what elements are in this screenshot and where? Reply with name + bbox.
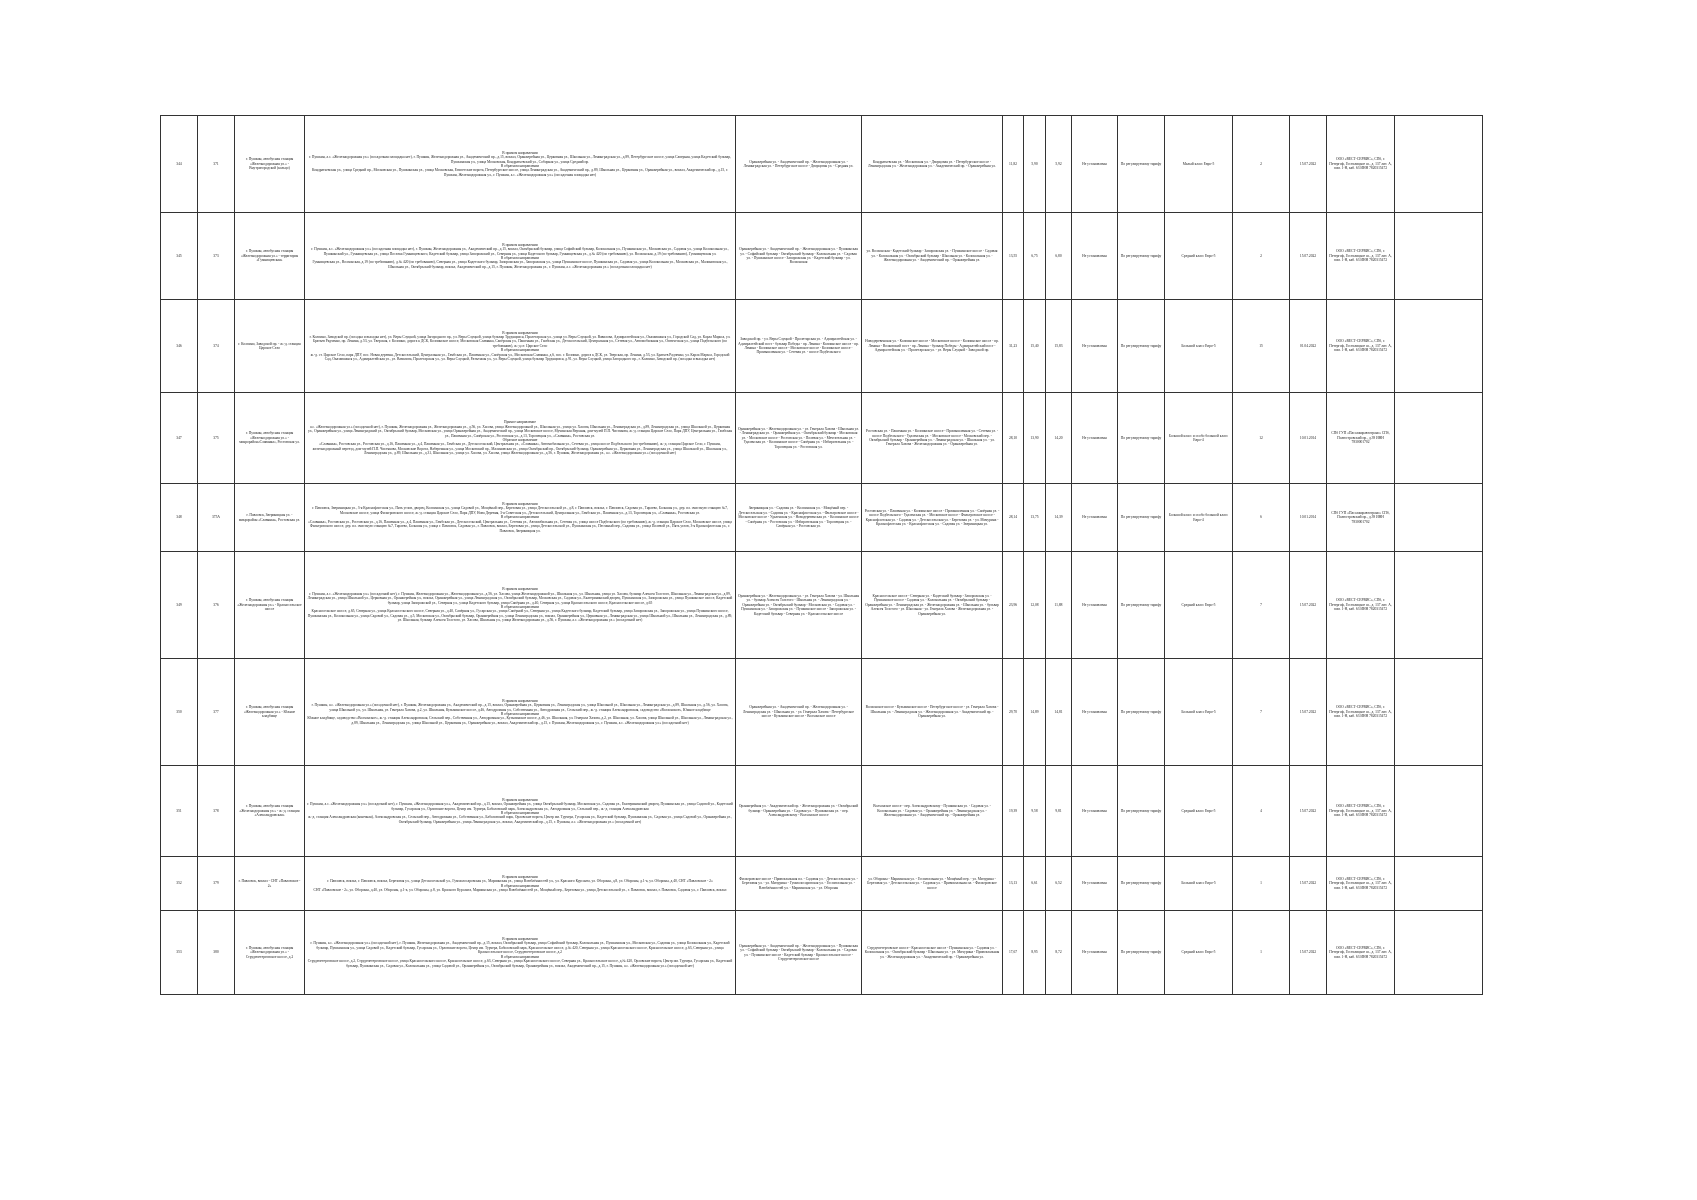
forward-stops: г. Пушкин, а.с. «Железнодорожная ул.» (посадочная площадка нет), г. Пушкин, Железнодорожная ул., Академический пр., д.15, вокзал, Оранжерейная ул., Церковная ул., Школьная ул., Ленинградская ул., д.89, Петербургское шоссе, улица Саперная, улица Кадетский бульвар, Пушкинская ул., улица Московская, Кондратьевский ул., Соборная ул., улица Средний пр.	[309, 155, 731, 164]
reverse-direction-label: В обратном направлении	[500, 883, 540, 888]
route-number-cell: 375	[198, 393, 235, 484]
length-reverse-cell: 11,88	[1046, 552, 1072, 659]
empty-cell	[1395, 552, 1483, 659]
registry-number-cell: 352	[161, 857, 198, 911]
length-forward-cell: 5,90	[1024, 116, 1046, 213]
table-row	[161, 300, 1483, 393]
streets-forward-cell: Заводской пр. - ул. Веры Слуцкой - Пролетарская ул. - Адмиралтейская ул. - Адмиралтейский пост - бульвар Победы - пр. Ленина - Колпинское шоссе - пр. Ленина - Колпинское шоссе - Московское шоссе - Колпинское шоссе - Промышленная ул. - Сетевая ул. - шоссе Подбельского	[736, 300, 862, 393]
stop-procedure-cell: Не установлены	[1072, 552, 1118, 659]
forward-direction-label: Прямое направление	[504, 420, 536, 425]
reverse-stops: Кондратьевская ул., улица Средний пр., Московская ул., Пушкинская ул., улица Московская, Египетские ворота, Петербургское шоссе, улица Ленинградская ул., Академический пр., д.89, Школьная ул., Церковная ул., Оранжерейная ул., вокзал, Академический пр., д.15, г. Пушкин, Железнодорожная ул., г. Пушкин, а.с. «Железнодорожная ул.» (посадочная площадка нет)	[311, 168, 728, 177]
table-row	[161, 552, 1483, 659]
route-number-cell: 375А	[198, 484, 235, 552]
vehicle-count-cell: 2	[1233, 116, 1290, 213]
carrier-cell: ООО «ВЕСТ-СЕРВИС», СПб, г. Петергоф, Гостилицкое ш., д. 137 лит. А, пом. 1-Н, каб. 63 ИНН 7820315472	[1327, 116, 1395, 213]
route-length-cell: 31,23	[1003, 300, 1024, 393]
length-forward-cell: 9,58	[1024, 766, 1046, 857]
route-length-cell: 29,70	[1003, 659, 1024, 766]
vehicle-class-cell: Средний класс Евро-5	[1165, 213, 1233, 300]
registry-number-cell: 346	[161, 300, 198, 393]
registry-number-cell: 350	[161, 659, 198, 766]
streets-reverse-cell: Волхонское шоссе - пер. Александровскому - Пушкинская ул. - Садовая ул. - Колокольная ул. - Садовая ул. - Оранжерейная ул. - Ленинградская ул. - Железнодорожная ул. - Академический пр. - Оранжерейная ул.	[862, 766, 1003, 857]
route-length-cell: 23,96	[1003, 552, 1024, 659]
reverse-stops: ж.-д. ст. Царское Село, парк ДПУ, пос. Новая деревня, Детскосельский, Центральная ул., Гамбская ул., Пашенная ул., Сапёрская ул., Московская Славянка, д.6, пос. г. Колпино, дорога к ДСК, ул. Тверская, пр. Ленина, д.53, ул. Братьев Радченко, ул. Карла Маркса, Городской Сад, Оказавшаяся ул., Адмиралтейская ул., ул. Вавилова, Пролетарская ул., ул. Веры Слуцкой, Разъезжая ул., ул. Веры Слуцкой, улица бульвар Трудящихся, д.91, ул. Веры Слуцкой, улица Загородного пр., г. Колпино, Заводской пр. (посадка и высадка нет)	[310, 352, 730, 362]
route-name-cell: г. Пушкин, автобусная станция «Железнодорожная ул.» - Красносельское шоссе	[235, 552, 305, 659]
route-number-cell: 377	[198, 659, 235, 766]
vehicle-count-cell: 4	[1233, 766, 1290, 857]
reverse-stops: Южное кладбище, садоводство «Волхонское», ж.-д. станция Александровская, Сельский пер., Собственная ул., Автодромная ул., Кузьминское шоссе, д.46, ул. Школьная, ул. Генерала Хазова, д.2, ул. Школьная, ул. Хасова, улица Школьной ул., Школьная ул., Ленинградская ул., д.89, Школьная ул., Ленинградская ул., улица Школьной ул., Церковная ул., Оранжерейная ул., вокзал, Академический пр., д.15, г. Пушкин, Железнодорожная ул., г. Пушкин, а.с. «Железнодорожная ул.» (посадочной нет)	[307, 716, 733, 725]
empty-cell	[1395, 300, 1483, 393]
carrier-cell: ООО «ВЕСТ-СЕРВИС», СПб, г. Петергоф, Гостилицкое ш., д. 137 лит. А, пом. 1-Н, каб. 63 ИНН 7820315472	[1327, 857, 1395, 911]
route-name-cell: г. Пушкин, автобусная станция «Железнодорожная ул.» - ж.-д. станция «Александровская»	[235, 766, 305, 857]
tariff-type-cell: По регулируемому тарифу	[1118, 857, 1165, 911]
stop-procedure-cell: Не установлены	[1072, 766, 1118, 857]
start-date-cell: 15.07.2022	[1290, 857, 1327, 911]
route-number-cell: 380	[198, 911, 235, 995]
tariff-type-cell: По регулируемому тарифу	[1118, 766, 1165, 857]
stops-list-cell	[305, 484, 736, 552]
registry-number-cell: 349	[161, 552, 198, 659]
streets-forward-cell: Оранжерейная ул. - Академический пр. - Железнодорожная ул. - Октябрьский бульвар - Оранжерейная ул. - Садовая ул. - Пушкинская ул. - пер. Александровскому - Волхонское шоссе	[736, 766, 862, 857]
reverse-direction-label: В обратном направлении	[500, 515, 540, 520]
stops-list-cell	[305, 300, 736, 393]
tariff-type-cell: По регулируемому тарифу	[1118, 484, 1165, 552]
forward-direction-label: В прямом направлении	[502, 150, 538, 155]
registry-number-cell: 347	[161, 393, 198, 484]
length-forward-cell: 15,40	[1024, 300, 1046, 393]
tariff-type-cell: По регулируемому тарифу	[1118, 116, 1165, 213]
vehicle-count-cell: 2	[1233, 213, 1290, 300]
reverse-direction-label: В обратном направлении	[500, 712, 540, 716]
empty-cell	[1395, 766, 1483, 857]
start-date-cell: 01.04.2022	[1290, 300, 1327, 393]
route-name-cell: г. Пушкин, автобусная станция «Железнодорожная ул.» - Струдепетерговское шоссе, д.2	[235, 911, 305, 995]
streets-reverse-cell: Волхонское шоссе - Кузьминское шоссе - Петербургское шоссе - ул. Генерала Хазова - Школьная ул. - Ленинградская ул. - Железнодорожная ул. - Академический пр. - Оранжерейная ул.	[862, 659, 1003, 766]
start-date-cell: 10.01.2014	[1290, 393, 1327, 484]
route-number-cell: 378	[198, 766, 235, 857]
streets-forward-cell: Оранжерейная ул. - Железнодорожная ул. - ул. Генерала Хазова - Школьная ул. - Ленинградская ул. - Оранжерейная ул. - Октябрьский бульвар - Московская ул. - Московское шоссе - Ростовская ул. - Полевая ул. - Мечтательная ул. - Удаленская ул. - Колпинское шоссе - Сапёрная ул. - Избирательная ул. - Торопецкая ул. - Ростовская ул.	[736, 393, 862, 484]
stops-list-cell	[305, 659, 736, 766]
vehicle-count-cell: 7	[1233, 552, 1290, 659]
stop-procedure-cell: Не установлены	[1072, 213, 1118, 300]
forward-direction-label: В прямом направлении	[502, 937, 538, 942]
length-reverse-cell: 14,20	[1046, 393, 1072, 484]
tariff-type-cell: По регулируемому тарифу	[1118, 393, 1165, 484]
reverse-direction-label: В обратном направлении	[500, 164, 540, 168]
carrier-cell: ООО «ВЕСТ-СЕРВИС», СПб, г. Петергоф, Гостилицкое ш., д. 137 лит. А, пом. 1-Н, каб. 63 ИНН 7820315472	[1327, 911, 1395, 995]
length-forward-cell: 6,75	[1024, 213, 1046, 300]
reverse-direction-label: В обратном направлении	[500, 811, 540, 815]
forward-stops: а.с. «Железнодорожная ул.» (посадочной нет), г. Пушкин, Железнодорожная ул., Железнодорожная ул., д.56, ул. Хасова, улица Железнодорожной ул., Школьная ул., улица ул. Хасова, Школьная ул., Ленинградская ул., д.89, Ленинградская ул., улица Школьной ул., Церковная ул., Оранжерейная ул., улица Ленинградский ул., Октябрьский бульвар, Московская ул., улица Оранжерейная ул., Академический пр., улица Московское шоссе, Мучинская Верхняя, дом-музей П.П. Чистякова, ж.-д. станция Царское Село, Парк ДПУ, Центральная ул., Гамбская ул., Пашенная ул., Сапёрская ул., Ростовская ул., д.13, Торопецкая ул., «Славянка», Ростовская ул.	[307, 424, 733, 438]
route-name-cell: г. Павловск, Звериницкая ул. - микрорайон «Славянка», Ростовская ул.	[235, 484, 305, 552]
length-forward-cell: 13,90	[1024, 393, 1046, 484]
table-row	[161, 213, 1483, 300]
stops-list-cell	[305, 116, 736, 213]
carrier-cell: ООО «ВЕСТ-СЕРВИС», СПб, г. Петергоф, Гостилицкое ш., д. 137 лит. А, пом. 1-Н, каб. 63 ИНН 7820315472	[1327, 659, 1395, 766]
table-row	[161, 659, 1483, 766]
start-date-cell: 15.07.2022	[1290, 766, 1327, 857]
length-reverse-cell: 6,80	[1046, 213, 1072, 300]
registry-number-cell: 348	[161, 484, 198, 552]
stop-procedure-cell: Не установлены	[1072, 659, 1118, 766]
reverse-direction-label: В обратном направлении	[500, 605, 540, 609]
registry-number-cell: 345	[161, 213, 198, 300]
forward-stops: г. Павловск, Звериницкая ул., 3-я Краснофлотская ул., Пять углов, дворец, Колпинская ул., улица Садовой ул., Мощёный пер., Березовая ул., улица Детскосельской ул., д.8, г. Павловск, вокзал, г. Павловск, Садовая ул., Тярлево, Большая ул., дер. пл. очистную станцию №7, Московское шоссе, улица Фильтровского шоссе, ж.-д. станция Царское Село, Парк ДПУ, Нова Деревня, 3-я Советская ул., Детскосельский, Центральная ул., Гамбская ул., Пашенная ул., д.13, Торопецкая ул., «Славянка», Ростовская ул.	[312, 506, 728, 515]
route-name-cell: г. Павловск, вокзал - СНТ «Павловское - 2»	[235, 857, 305, 911]
registry-number-cell: 344	[161, 116, 198, 213]
forward-stops: г. Пушкин, а.с. «Железнодорожная ул.» (посадочной нет), г. Пушкин, «Железнодорожная ул.», Академический пр., д.15, вокзал, Оранжерейная ул., улица Октябрьский бульвар, Московская ул., Садовая ул., Екатерининский дворец, Пушкинская ул., улица Садовой ул., Кадетский бульвар, Гусарская ул., Орловские ворота, Центр им. Турчера, Баболовский парк, Александровская ул., Автодромная ул., Сельский пер., ж.-д. станция Александровская	[307, 802, 733, 811]
route-number-cell: 371	[198, 116, 235, 213]
start-date-cell: 15.07.2022	[1290, 116, 1327, 213]
stop-procedure-cell: Не установлены	[1072, 300, 1118, 393]
stop-procedure-cell: Не установлены	[1072, 116, 1118, 213]
forward-direction-label: В прямом направлении	[502, 502, 538, 507]
route-length-cell: 28,10	[1003, 393, 1024, 484]
registry-number-cell: 351	[161, 766, 198, 857]
empty-cell	[1395, 393, 1483, 484]
vehicle-class-cell: Большой класс Евро-5	[1165, 659, 1233, 766]
forward-stops: г. Павловск, вокзал, г. Павловск, вокзал, Березовая ул., улица Детскосельской ул., Гуммолосаровская ул., Мариинская ул., улица Влюблённостей ул., ул. Красного Курсанта, ул. Обороны, д.8, ул. Обороны, д.1-а, ул. Обороны, д.40, СНТ «Павловское - 2»	[327, 879, 713, 884]
forward-stops: г. Пушкин, а.с. «Железнодорожная ул.» (посадочная площадка нет), г. Пушкин, Железнодорожная ул., Академический пр., д.15, вокзал, Октябрьский бульвар, улица Софийский бульвар, Колокольная ул., Пушкинская ул., Московская ул., Садовая ул., улица Колокольная ул., Пушкинский ул., Гумнищевская ул., улица Поселка Гумнищевского, Кадетский бульвар, улица Запорожский ул., Северная ул., улица Кадетского бульвар, Гумнищевская ул., д.№ 420 (по требованию), ул. Волхонская, д.19 (по требованию), Гумнищевская ул.	[311, 247, 729, 256]
stop-procedure-cell: Не установлены	[1072, 393, 1118, 484]
table-body	[161, 116, 1483, 995]
registry-number-cell: 353	[161, 911, 198, 995]
reverse-direction-label: В обратном направлении	[500, 348, 540, 353]
route-name-cell: г. Колпино, Заводской пр. - ж.-д. станция Царское Село	[235, 300, 305, 393]
streets-reverse-cell: ул. Волхонская - Кадетский бульвар - Запорожская ул. - Пушкинское шоссе - Садовая ул. - Колокольная ул. - Октябрьский бульвар - Школьная ул. - Колокольная ул. - Железнодорожная ул. - Академический пр. - Оранжерейная ул.	[862, 213, 1003, 300]
stop-procedure-cell: Не установлены	[1072, 484, 1118, 552]
route-number-cell: 374	[198, 300, 235, 393]
length-forward-cell: 13,75	[1024, 484, 1046, 552]
stop-procedure-cell: Не установлены	[1072, 857, 1118, 911]
length-reverse-cell: 14,81	[1046, 659, 1072, 766]
streets-reverse-cell: Ростовская ул. - Пашенная ул. - Колпинское шоссе - Промышленная ул. - Сапёрная ул. - шоссе Подбельского - Удаленская ул. - Московское шоссе - Фильтровское шоссе - Краснофлотская ул. - Садовая ул. - Детскосельская ул. - Березовая ул. - ул. Мичурина - Краснофлотская ул. - Краснофлотская ул. - Садовая ул. - Звериницкая ул.	[862, 484, 1003, 552]
start-date-cell: 15.07.2022	[1290, 552, 1327, 659]
length-reverse-cell: 15,83	[1046, 300, 1072, 393]
table-row	[161, 857, 1483, 911]
route-number-cell: 373	[198, 213, 235, 300]
streets-reverse-cell: Ростовская ул. - Пашенная ул. - Колпинское шоссе - Промышленная ул. - Сетевая ул. - шоссе Подбельского - Удаленская ул. - Московское шоссе - Московский пер. - Октябрьский бульвар - Оранжерейная ул. - Ленинградская ул. - Школьная ул. - ул. Генерала Хазова - Железнодорожная ул. - Оранжерейная ул.	[862, 393, 1003, 484]
length-reverse-cell: 8,72	[1046, 911, 1072, 995]
start-date-cell: 15.07.2022	[1290, 659, 1327, 766]
empty-cell	[1395, 484, 1483, 552]
streets-reverse-cell: Кондратьевская ул. - Московская ул. - Дворцовая ул. - Петербургское шоссе - Ленинградская ул. - Железнодорожная ул. - Академический пр. - Оранжерейная ул.	[862, 116, 1003, 213]
vehicle-class-cell: Средний класс Евро-5	[1165, 552, 1233, 659]
tariff-type-cell: По регулируемому тарифу	[1118, 911, 1165, 995]
table-row	[161, 393, 1483, 484]
table-row	[161, 484, 1483, 552]
route-length-cell: 13,55	[1003, 213, 1024, 300]
route-length-cell: 19,39	[1003, 766, 1024, 857]
carrier-cell: ООО «ВЕСТ-СЕРВИС», СПб, г. Петергоф, Гостилицкое ш., д. 137 лит. А, пом. 1-Н, каб. 63 ИНН 7820315472	[1327, 766, 1395, 857]
stops-list-cell	[305, 766, 736, 857]
reverse-stops: Гумнищевская ул., Волхонская, д.19 (по требованию), д.№ 420 (по требованию), Северная ул., улица Кадетского бульвар, Запорожская ул., Запорожская ул., улица Пушкинское шоссе, Пушкинская ул., Садовая ул., улица Колокольная ул., Московская ул., Малиновская ул., Школьная ул., Октябрьский бульвар, вокзал, Академический пр., д.15, г. Пушкин, Железнодорожная ул., г. Пушкин, а.с. «Железнодорожная ул.» (посадочная площадка нет)	[312, 260, 728, 269]
reverse-stops: ж.-д. станция Александровская (конечная), Александровская ул., Сельский пер., Автодромная ул., Собственная ул., Баболовский парк, Орловские ворота, Центр им. Турчера, Гусарская ул., Кадетский бульвар, Пушкинская ул., Садовая ул., улица Садовой ул., Оранжерейная ул., Октябрьский бульвар, Оранжерейная ул., улица Ленинградская ул., вокзал, Академический пр., д.15, г. Пушкин, а.с. «Железнодорожная ул.» (посадочной нет)	[307, 815, 733, 824]
vehicle-count-cell: 7	[1233, 659, 1290, 766]
forward-stops: г. Колпино, Заводской пр. (посадка и высадка нет), ул. Веры Слуцкой, улица Загородного пр., ул. Веры Слуцкой, улица бульвар Трудящихся, Пролетарская ул., улица ул. Веры Слуцкой, ул. Вавилова, Адмиралтейская ул., Оказавшаяся ул., Городской Сад, ул. Карла Маркса, ул. Братьев Радченко, пр. Ленина, д.53, ул. Тверская, г. Колпино, дорога к ДСК, Колпинское шоссе, Московская Славянка, Сапёрская ул., Пашенная ул., Гамбская ул., Детскосельский, Центральная ул., Сетевая ул., Автомобильная ул., Оптическая ул., улица Подбельского (по требованию), ж.-д.ст. Царское Село	[309, 334, 731, 348]
streets-reverse-cell: Струдепетерговское шоссе - Красносельское шоссе - Пушкинская ул. - Садовая ул. - Колокольная ул. - Октябрьский бульвар - Школьная ул. - ул. Мичурина - Привокзальная ул. - Железнодорожная ул. - Академический пр. - Оранжерейная ул.	[862, 911, 1003, 995]
streets-forward-cell: Оранжерейная ул. - Академический пр. - Железнодорожная ул. - Ленинградская ул. - Петербургское шоссе - Дворцовая ул. - Средняя ул.	[736, 116, 862, 213]
streets-forward-cell: Звериницкая ул. - Садовая ул. - Колпинская ул. - Мощёный пер. - Детскосельская ул. - Садовая ул. - Краснофлотская ул. - Фильтровское шоссе - Московское шоссе - Удаленская ул. - Новодеревенская ул. - Колпинское шоссе - Сапёрная ул. - Ростовская ул. - Избирательная ул. - Торопецкая ул. - Сапёрная ул. - Ростовская ул.	[736, 484, 862, 552]
tariff-type-cell: По регулируемому тарифу	[1118, 659, 1165, 766]
forward-direction-label: В прямом направлении	[502, 587, 538, 592]
route-registry-table	[160, 115, 1483, 995]
streets-forward-cell: Оранжерейная ул. - Академический пр. - Железнодорожная ул. - Ленинградская ул. - Школьная ул. - ул. Генерала Хазова - Петербургское шоссе - Кузьминское шоссе - Волхонское шоссе	[736, 659, 862, 766]
reverse-stops: «Славянка», Ростовская ул., Ростовская ул., д.16, Пашенная ул., д.4, Пашенная ул., Гамбская ул., Детскосельский, Центральная ул., Сетевая ул., Автомобильная ул., Сетевая ул., улица шоссе Подбельского (по требованию), ж.-д. станция Царское Село, Московское шоссе, улица Фильтровского шоссе, дер. пл. очистную станцию №7, Тярлево, Большая ул., улица г. Павловск, Садовая ул., г. Павловск, вокзал, Березовая ул., улица Детскосельской ул., Пушкинская ул., Песчаный пер., Садовая ул., улица Полевой ул., Пять углов, 3-я Краснофлотская ул., г. Павловск, Звериницкая ул.	[308, 519, 732, 533]
reverse-stops: Струдепетерговское шоссе, д.2, Струдепетерговское шоссе, улица Красносельского шоссе, Красносельское шоссе, д.63, Северная ул., улица Красносельского шоссе, Северная ул., Красносельское шоссе, д.№ 420, Орловские ворота, Центр им. Турчера, Гусарская ул., Кадетский бульвар, Пушкинская ул., Садовая ул., Колокольная ул., улица Садовой ул., Оранжерейная ул., Октябрьский бульвар, Оранжерейная ул., вокзал, Академический пр., д.15, г. Пушкин, а.с. «Железнодорожная ул.» (посадочной нет)	[307, 959, 733, 968]
route-name-cell: г. Пушкин, автобусная станция «Железнодорожная ул.» - территория «Гумнищевская»	[235, 213, 305, 300]
reverse-stops: «Славянка», Ростовская ул., Ростовская ул., д.16, Пашенная ул., д.4, Пашенная ул., Гамбская ул., Детскосельский, Центральная ул., «Славянка», Автомобильная ул., Сетевая ул., улица шоссе Подбельского (по требованию), ж.-д. станция Царское Село, г. Пушкин, железнодорожный переезд, дом-музей П.П. Чистякова, Московские Ворота, Набережная ул., улица Московский пр., Малиновская ул., улица Октябрьский пр., Октябрьский бульвар, Оранжерейная ул., Церковная ул., Ленинградская ул., улица Школьной ул., Школьная ул., Ленинградская ул., д.89, Школьная ул., д.31, Школьная ул., улица ул. Хасова, ул. Хасова, улица Железнодорожная ул., д.56, г. Пушкин, Железнодорожная ул., а.с. «Железнодорожная ул.» (посадочной нет)	[312, 442, 728, 456]
carrier-cell: СПб ГУП «Пассажиравтотранс» СПб, Полюстровский пр., д.39 ИНН 7830001702	[1327, 484, 1395, 552]
vehicle-class-cell: Малый класс Евро-5	[1165, 116, 1233, 213]
vehicle-class-cell: Средний класс Евро-5	[1165, 911, 1233, 995]
streets-reverse-cell: Красносельское шоссе - Северная ул. - Кадетский бульвар - Запорожская ул. - Пушкинское шоссе - Садовая ул. - Колокольная ул. - Октябрьский бульвар - Оранжерейная ул. - Ленинградская ул. - Железнодорожная ул. - Школьная ул. - бульвар Алексея Толстого - ул. Школьная - ул. Генерала Хазова - Железнодорожная ул. - Оранжерейная ул.	[862, 552, 1003, 659]
length-forward-cell: 6,61	[1024, 857, 1046, 911]
vehicle-count-cell: 1	[1233, 857, 1290, 911]
streets-reverse-cell: ул. Обороны - Мариинская ул. - Госпитальная ул. - Мощёный пер. - ул. Мичурина - Березовая ул. - Детскосельская ул. - Садовая ул. - Привокзальная пл. - Фильтровское шоссе	[862, 857, 1003, 911]
forward-direction-label: В прямом направлении	[502, 698, 538, 703]
stops-list-cell	[305, 213, 736, 300]
length-reverse-cell: 14,39	[1046, 484, 1072, 552]
reverse-direction-label: В обратном направлении	[500, 256, 540, 260]
reverse-stops: СНТ «Павловское - 2», ул. Обороны, д.40, ул. Обороны, д.1-а, ул. Обороны, д.8, ул. Красного Курсанта, Мариинская ул., улица Влюблённостей ул., Мощёный пер., Березовая ул., улица Детскосельской ул., г. Павловск, вокзал, г. Павловск, Садовая ул., г. Павловск, вокзал	[313, 887, 727, 892]
start-date-cell: 15.07.2022	[1290, 213, 1327, 300]
empty-cell	[1395, 213, 1483, 300]
empty-cell	[1395, 659, 1483, 766]
vehicle-count-cell: 15	[1233, 300, 1290, 393]
carrier-cell: ООО «ВЕСТ-СЕРВИС», СПб, г. Петергоф, Гостилицкое ш., д. 137 лит. А, пом. 1-Н, каб. 63 ИНН 7820315472	[1327, 213, 1395, 300]
vehicle-count-cell: 1	[1233, 911, 1290, 995]
empty-cell	[1395, 857, 1483, 911]
route-number-cell: 376	[198, 552, 235, 659]
vehicle-count-cell: 12	[1233, 393, 1290, 484]
empty-cell	[1395, 911, 1483, 995]
streets-reverse-cell: Новодеревенская ул. - Колпинское шоссе - Московское шоссе - Колпинское шоссе - пр. Ленина - Волковский пост - пр. Ленина - бульвар Победы - Адмиралтейский пост - Адмиралтейская ул. - Пролетарская ул. - ул. Веры Слуцкой - Заводской пр.	[862, 300, 1003, 393]
route-name-cell: г. Пушкин, автобусная станция «Железнодорожная ул.» - Южное кладбище	[235, 659, 305, 766]
tariff-type-cell: По регулируемому тарифу	[1118, 552, 1165, 659]
vehicle-class-cell: Большой класс Евро-5	[1165, 300, 1233, 393]
start-date-cell: 10.01.2014	[1290, 484, 1327, 552]
streets-forward-cell: Оранжерейная ул. - Железнодорожная ул. - ул. Генерала Хазова - ул. Школьная ул. - бульвар Алексея Толстого - Школьная ул. - Ленинградская ул. - Оранжерейная ул. - Октябрьский бульвар - Московская ул. - Садовая ул. - Пушкинская ул. - Запорожская ул. - Пушкинское шоссе - Запорожская ул. - Кадетский бульвар - Северная ул. - Красносельское шоссе	[736, 552, 862, 659]
start-date-cell: 15.07.2022	[1290, 911, 1327, 995]
table-row	[161, 911, 1483, 995]
length-forward-cell: 8,95	[1024, 911, 1046, 995]
reverse-direction-label: В обратном направлении	[500, 954, 540, 959]
vehicle-class-cell: Большой класс и особо большой класс Евро-4	[1165, 484, 1233, 552]
vehicle-class-cell: Средний класс Евро-5	[1165, 766, 1233, 857]
route-name-cell: г. Пушкин, автобусная станция «Железнодорожная ул.» - Внутригородской (кольцо)	[235, 116, 305, 213]
streets-forward-cell: Оранжерейная ул. - Академический пр. - Железнодорожная ул. - Пушкинская ул. - Софийский бульвар - Октябрьский бульвар - Колокольная ул. - Садовая ул. - Пушкинское шоссе - Кадетский бульвар - Красносельское шоссе - Струдепетерговское шоссе	[736, 911, 862, 995]
route-length-cell: 17,67	[1003, 911, 1024, 995]
vehicle-class-cell: Большой класс и особо большой класс Евро-4	[1165, 393, 1233, 484]
route-name-cell: г. Пушкин, автобусная станция «Железнодорожная ул.» - микрорайон«Славянка», Ростовская ул.	[235, 393, 305, 484]
carrier-cell: ООО «ВЕСТ-СЕРВИС», СПб, г. Петергоф, Гостилицкое ш., д. 137 лит. А, пом. 1-Н, каб. 63 ИНН 7820315472	[1327, 300, 1395, 393]
forward-stops: г. Пушкин, а.с. «Железнодорожная ул.» (посадочной нет), г. Пушкин, Железнодорожная ул., Академический пр., д.15, вокзал, Октябрьский бульвар, улица Софийский бульвар, Колокольная ул., Пушкинская ул., Московская ул., Садовая ул., улица Колокольная ул., Кадетский бульвар, Пушкинская ул., улица Садовой ул., Кадетский бульвар, Гусарская ул., Орловские ворота, Центр им. Турчера, Баболовский парк, Красносельское шоссе, д.№ 420, Северная ул., улица Красносельского шоссе, Красносельское шоссе, д.63, Северная ул., улица Красносельское шоссе, Струдепетерговское шоссе, д.2	[310, 941, 730, 955]
carrier-cell: ООО «ВЕСТ-СЕРВИС», СПб, г. Петергоф, Гостилицкое ш., д. 137 лит. А, пом. 1-Н, каб. 63 ИНН 7820315472	[1327, 552, 1395, 659]
vehicle-class-cell: Большой класс Евро-5	[1165, 857, 1233, 911]
forward-stops: г. Пушкин, а.с. «Железнодорожная ул.» (посадочной нет), г. Пушкин, Железнодорожная ул., Академический пр., д.15, вокзал, Оранжерейная ул., Церковная ул., Ленинградская ул., улица Школьной ул., Школьная ул., Ленинградская ул., д.89, Школьная ул., д.56, ул. Хасова, улица Школьной ул., ул. Школьная, ул. Генерала Хазова, д.2, ул. Школьная, Кузьминское шоссе, д.46, Автодромная ул., Собственная ул., Автодромная ул., Сельский пер., ж.-д. станция Александровская, садоводство «Волхонское», Южное кладбище	[311, 703, 729, 712]
forward-stops: г. Пушкин, а.с. «Железнодорожная ул.» (посадочной нет), г. Пушкин, Железнодорожная ул., Железнодорожная ул., д.56, ул. Хасова, улица Железнодорожной ул., Школьная ул., ул. Школьная, улица ул. Хасова, бульвар Алексея Толстого, Школьная ул., Ленинградская ул., д.89, Ленинградская ул., улица Школьной ул., Церковная ул., Оранжерейная ул., вокзал, Оранжерейная ул., улица Ленинградская ул., Октябрьский бульвар, Московская ул., Садовая ул., Екатерининский дворец, Пушкинская ул., Запорожская ул., улица Пушкинское шоссе, Кадетский бульвар, улица Запорожской ул., Северная ул., улица Кадетского бульвар, улица Сапёрная ул., д.40, Северная ул., улица Красносельского шоссе, Красносельское шоссе, д.65	[307, 591, 733, 605]
stop-procedure-cell: Не установлены	[1072, 911, 1118, 995]
forward-direction-label: В прямом направлении	[502, 242, 538, 247]
forward-direction-label: В прямом направлении	[502, 330, 538, 335]
route-number-cell: 379	[198, 857, 235, 911]
route-length-cell: 13,13	[1003, 857, 1024, 911]
route-registry-sheet	[160, 115, 1483, 995]
streets-forward-cell: Фильтровское шоссе - Привокзальная пл. - Садовая ул. - Детскосельская ул. - Березовая ул. - ул. Мичурина - Гуммолосаровская ул. - Госпитальная ул. - Влюблённостей ул. - Мариинская ул. - ул. Обороны	[736, 857, 862, 911]
route-length-cell: 11,82	[1003, 116, 1024, 213]
route-length-cell: 28,14	[1003, 484, 1024, 552]
streets-forward-cell: Оранжерейная ул. - Академический пр. - Железнодорожная ул. - Пушкинская ул. - Софийский бульвар - Октябрьский бульвар - Колокольная ул. - Садовая ул. - Пушкинское шоссе - Запорожская ул. - Кадетский бульвар - ул. Волхонская	[736, 213, 862, 300]
carrier-cell: СПб ГУП «Пассажиравтотранс» СПб, Полюстровский пр., д.39 ИНН 7830001702	[1327, 393, 1395, 484]
length-reverse-cell: 9,81	[1046, 766, 1072, 857]
stops-list-cell	[305, 393, 736, 484]
reverse-stops: Красносельское шоссе, д.65, Северная ул., улица Красносельского шоссе, Северная ул., д.40, Сапёрная ул., Гусарская ул., улица Сапёрной ул., Северная ул., улица Кадетского бульвар, Кадетский бульвар, улица Запорожская ул., Запорожская ул., улица Пушкинского шоссе, Пушкинская ул., Колокольная ул., улица Садовой ул., Садовая ул., д.5, Московская ул., Октябрьский бульвар, Оранжерейная ул., улица Ленинградская ул., вокзал, Оранжерейная ул., Церковная ул., Ленинградская ул., улица Школьной ул., Школьная ул., Ленинградская ул., д.89, ул. Школьная, бульвар Алексея Толстого, ул. Хасова, Школьная ул., улица Железнодорожная ул., д.56, г. Пушкин, а.с. «Железнодорожная ул.» (посадочной нет)	[307, 609, 733, 623]
length-reverse-cell: 6,52	[1046, 857, 1072, 911]
length-forward-cell: 14,89	[1024, 659, 1046, 766]
length-forward-cell: 12,08	[1024, 552, 1046, 659]
tariff-type-cell: По регулируемому тарифу	[1118, 213, 1165, 300]
stops-list-cell	[305, 857, 736, 911]
vehicle-count-cell: 6	[1233, 484, 1290, 552]
empty-cell	[1395, 116, 1483, 213]
reverse-direction-label: Обратное направление	[502, 438, 538, 442]
stops-list-cell	[305, 552, 736, 659]
stops-list-cell	[305, 911, 736, 995]
length-reverse-cell: 5,92	[1046, 116, 1072, 213]
forward-direction-label: В прямом направлении	[502, 874, 538, 879]
table-row	[161, 766, 1483, 857]
table-row	[161, 116, 1483, 213]
tariff-type-cell: По регулируемому тарифу	[1118, 300, 1165, 393]
forward-direction-label: В прямом направлении	[502, 797, 538, 802]
